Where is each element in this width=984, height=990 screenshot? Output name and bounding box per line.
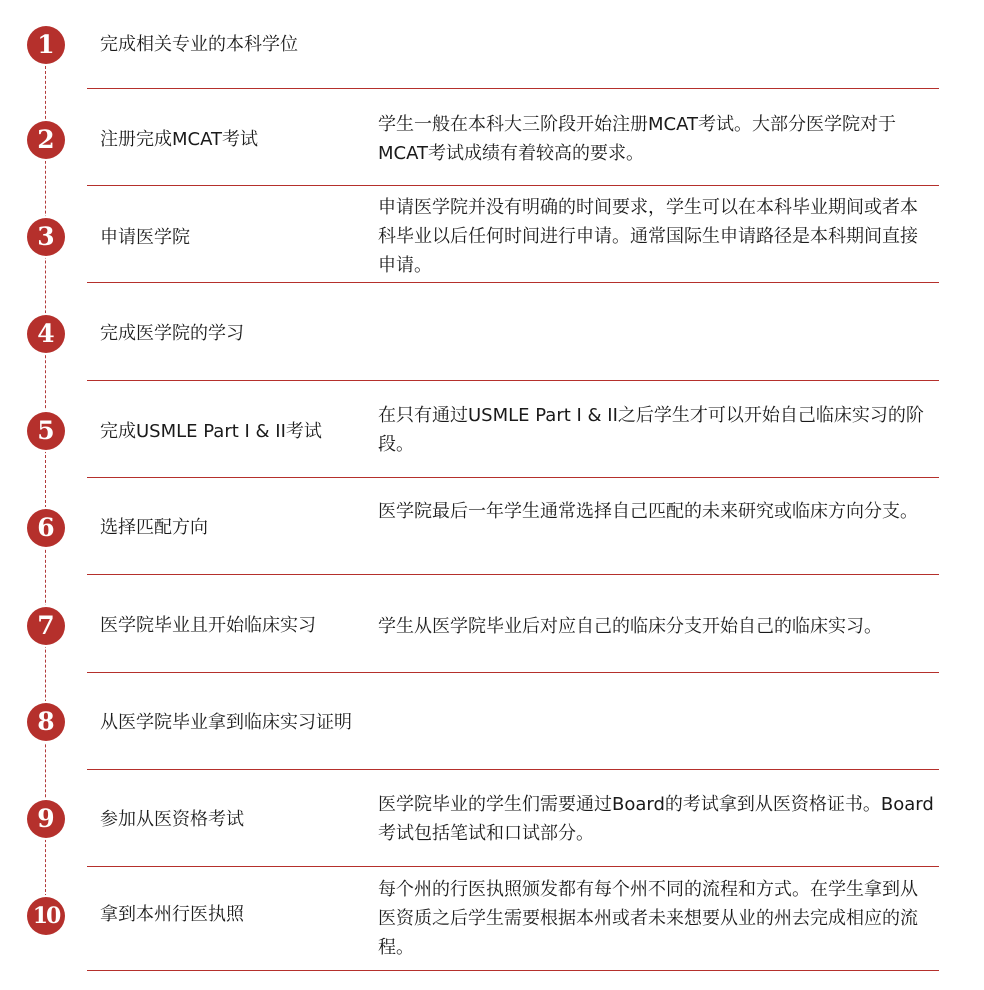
step-description: 学生从医学院毕业后对应自己的临床分支开始自己的临床实习。 <box>378 616 882 637</box>
step-number-badge: 4 <box>27 315 65 353</box>
step-title: 申请医学院 <box>100 227 190 248</box>
step-description: 医学院毕业的学生们需要通过Board的考试拿到从医资格证书。Board考试包括笔试和口试部分。 <box>378 794 934 844</box>
step-title: 完成医学院的学习 <box>100 323 244 344</box>
step-divider <box>87 970 939 971</box>
step-divider <box>87 866 939 867</box>
step-number-badge: 10 <box>27 897 65 935</box>
step-divider <box>87 185 939 186</box>
step-number-badge: 1 <box>27 26 65 64</box>
step-description: 学生一般在本科大三阶段开始注册MCAT考试。大部分医学院对于MCAT考试成绩有着较高的要求。 <box>378 114 897 164</box>
step-divider <box>87 574 939 575</box>
step-title: 医学院毕业且开始临床实习 <box>100 615 316 636</box>
step-title: 完成相关专业的本科学位 <box>100 34 298 55</box>
step-number-badge: 9 <box>27 800 65 838</box>
step-number-badge: 6 <box>27 509 65 547</box>
step-description: 申请医学院并没有明确的时间要求，学生可以在本科毕业期间或者本科毕业以后任何时间进行申请。通常国际生申请路径是本科期间直接申请。 <box>378 197 918 276</box>
step-number-badge: 5 <box>27 412 65 450</box>
step-title: 选择匹配方向 <box>100 517 208 538</box>
step-description: 医学院最后一年学生通常选择自己匹配的未来研究或临床方向分支。 <box>378 501 918 522</box>
step-divider <box>87 769 939 770</box>
step-divider <box>87 380 939 381</box>
timeline-dashed-line <box>45 46 46 917</box>
step-divider <box>87 88 939 89</box>
step-divider <box>87 282 939 283</box>
step-title: 从医学院毕业拿到临床实习证明 <box>100 712 352 733</box>
step-number-badge: 7 <box>27 607 65 645</box>
step-number-badge: 3 <box>27 218 65 256</box>
step-description: 在只有通过USMLE Part I & II之后学生才可以开始自己临床实习的阶段。 <box>378 405 924 455</box>
step-title: 完成USMLE Part I & II考试 <box>100 421 322 442</box>
step-description: 每个州的行医执照颁发都有每个州不同的流程和方式。在学生拿到从医资质之后学生需要根据本州或者未来想要从业的州去完成相应的流程。 <box>378 879 918 958</box>
step-title: 参加从医资格考试 <box>100 809 244 830</box>
step-title: 注册完成MCAT考试 <box>100 129 259 150</box>
step-number-badge: 2 <box>27 121 65 159</box>
step-divider <box>87 672 939 673</box>
step-number-badge: 8 <box>27 703 65 741</box>
step-divider <box>87 477 939 478</box>
step-title: 拿到本州行医执照 <box>100 904 244 925</box>
